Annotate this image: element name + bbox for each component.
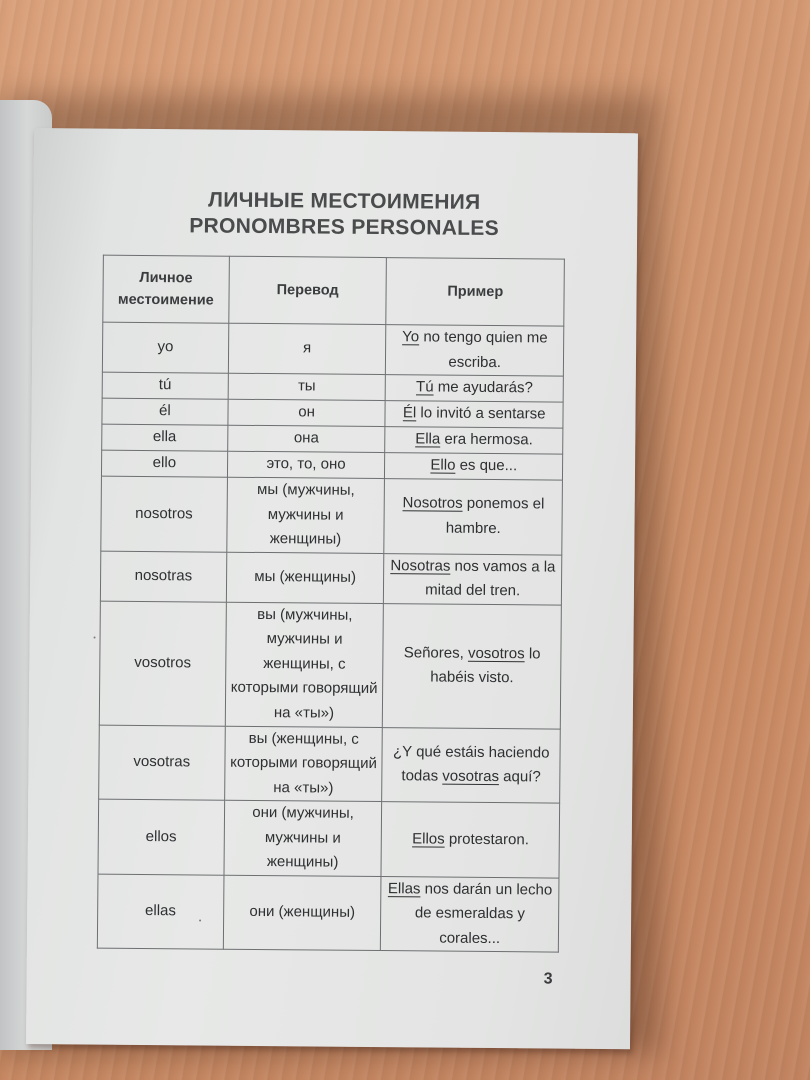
- pronoun-cell: ella: [102, 424, 228, 451]
- table-row: [102, 372, 563, 402]
- pronoun-cell: vosotras: [99, 725, 225, 801]
- example-cell: [384, 553, 562, 605]
- pronoun-cell: ello: [101, 450, 227, 477]
- pronoun-cell: yo: [102, 322, 228, 373]
- header-translation: Перевод: [228, 256, 386, 324]
- example-underlined-pronoun: Ellas: [387, 879, 421, 897]
- example-text-after: aquí?: [498, 768, 541, 786]
- example-underlined-pronoun: Ella: [415, 430, 441, 448]
- example-text-after: era hermosa.: [440, 430, 533, 449]
- example-underlined-pronoun: Tú: [416, 378, 434, 396]
- example-cell: [381, 876, 559, 952]
- translation-cell: он: [228, 399, 386, 426]
- pronoun-cell: nosotras: [100, 551, 226, 602]
- translation-cell: я: [228, 323, 386, 374]
- example-underlined-pronoun: vosotras: [442, 767, 500, 786]
- example-underlined-pronoun: Él: [402, 404, 417, 422]
- example-underlined-pronoun: Ello: [430, 456, 456, 474]
- paper-speck: [199, 919, 201, 921]
- example-cell: [385, 427, 563, 455]
- example-text-after: nos vamos a la mitad del tren.: [425, 557, 556, 600]
- example-cell: [386, 375, 564, 403]
- translation-cell: мы (мужчины, мужчины и женщины): [226, 477, 384, 553]
- translation-cell: они (мужчины, мужчины и женщины): [224, 800, 382, 876]
- pronoun-cell: vosotros: [99, 601, 226, 726]
- example-cell: [384, 479, 562, 555]
- booklet-page: [26, 128, 638, 1049]
- title-russian: ЛИЧНЫЕ МЕСТОИМЕНИЯ: [208, 188, 481, 214]
- table-row: [99, 725, 561, 804]
- header-pronoun: Личное местоимение: [103, 255, 229, 323]
- table-row: [97, 874, 559, 953]
- pronoun-cell: nosotros: [101, 476, 227, 552]
- page-title: [33, 186, 637, 243]
- translation-cell: они (женщины): [223, 875, 381, 951]
- translation-cell: она: [227, 425, 385, 452]
- example-cell: [383, 603, 562, 729]
- page-number: 3: [543, 970, 553, 988]
- example-text-after: ponemos el hambre.: [445, 495, 545, 537]
- table-row: [102, 398, 563, 428]
- translation-cell: мы (женщины): [226, 552, 384, 603]
- example-underlined-pronoun: vosotros: [467, 644, 525, 662]
- header-example: Пример: [386, 258, 564, 327]
- table-body: [97, 322, 563, 952]
- title-spanish: PRONOMBRES PERSONALES: [189, 214, 500, 241]
- table-row: [98, 799, 560, 878]
- example-cell: [385, 401, 563, 429]
- example-text-after: protestaron.: [444, 830, 529, 848]
- pronoun-cell: él: [102, 398, 228, 425]
- example-cell: [381, 802, 559, 878]
- paper-speck: [94, 637, 96, 639]
- example-underlined-pronoun: Nosotros: [402, 494, 463, 513]
- translation-cell: это, то, оно: [227, 451, 385, 478]
- translation-cell: ты: [228, 373, 386, 400]
- pronoun-table: [97, 255, 565, 953]
- translation-cell: вы (мужчины, мужчины и женщины, с которыми говорящий на «ты»): [225, 602, 384, 727]
- table-row: [102, 424, 563, 454]
- example-underlined-pronoun: Ellos: [412, 829, 445, 848]
- table-row: [99, 601, 561, 729]
- pronoun-cell: ellas: [97, 874, 223, 950]
- example-text-after: no tengo quien me escriba.: [419, 328, 548, 371]
- pronoun-cell: tú: [102, 372, 228, 399]
- example-underlined-pronoun: Nosotras: [390, 556, 451, 575]
- example-text-after: lo habéis visto.: [430, 644, 541, 687]
- example-text-before: ¿Y qué estáis haciendo todas: [392, 742, 550, 785]
- example-text-before: Señores,: [403, 643, 469, 662]
- example-cell: [385, 453, 563, 481]
- example-underlined-pronoun: Yo: [402, 328, 420, 346]
- example-text-after: es que...: [455, 456, 518, 475]
- example-text-after: lo invitó a sentarse: [416, 404, 546, 423]
- table-row: [102, 322, 563, 376]
- table-row: [100, 551, 561, 605]
- pronoun-cell: ellos: [98, 799, 224, 875]
- example-cell: [386, 325, 564, 377]
- table-row: [101, 476, 563, 555]
- table-row: [101, 450, 562, 480]
- example-cell: [382, 727, 560, 803]
- table-header-row: [103, 255, 565, 326]
- example-text-after: me ayudarás?: [433, 378, 533, 397]
- example-text-after: nos darán un lecho de esmeraldas y corales...: [414, 879, 553, 947]
- translation-cell: вы (женщины, с которыми говорящий на «ты»): [224, 726, 382, 802]
